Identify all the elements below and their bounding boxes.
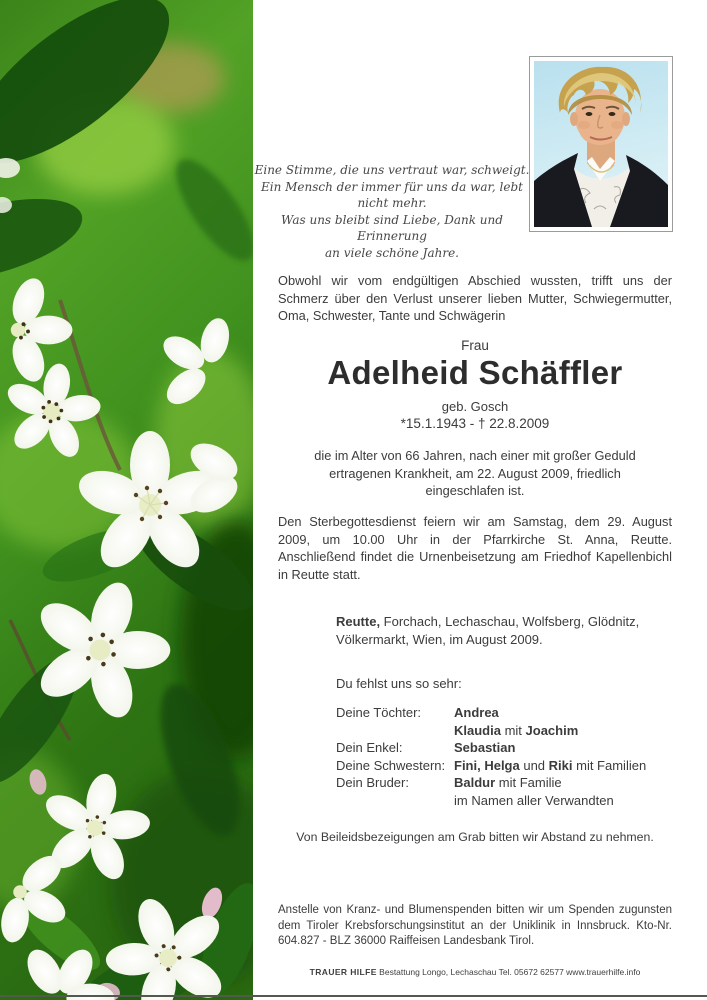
family-row [336, 704, 670, 722]
poem-line: Eine Stimme, die uns vertraut war, schweigt. [254, 163, 530, 177]
family-names: Sebastian [454, 740, 516, 756]
poem-line: Ein Mensch der immer für uns da war, lebt nicht mehr. [261, 179, 523, 210]
condolence-note: Von Beileidsbezeigungen am Grab bitten wir Abstand zu nehmen. [296, 830, 654, 844]
places-line [336, 613, 670, 648]
family-relation-label [336, 722, 454, 740]
family-names: Klaudia mit Joachim [454, 722, 579, 738]
family-relation-label: Dein Bruder: [336, 775, 409, 791]
family-row [336, 722, 670, 740]
places-rest: Forchach, Lechaschau, Wolfsberg, Glödnitz, Völkermarkt, Wien, im August 2009. [336, 614, 640, 647]
apple-blossom-image [0, 0, 253, 1000]
family-names: im Namen aller Verwandten [454, 792, 614, 808]
family-row [336, 792, 670, 810]
death-paragraph: die im Alter von 66 Jahren, nach einer mit großer Geduld ertragenen Krankheit, am 22. August 2009, friedlich eingeschlafen ist. [314, 448, 636, 498]
life-dates: *15.1.1943 - † 22.8.2009 [400, 416, 550, 431]
maiden-name: geb. Gosch [441, 399, 509, 414]
family-names: Baldur mit Familie [454, 775, 562, 791]
portrait-image [534, 61, 668, 227]
funeral-home-brand: TRAUER HILFE [309, 967, 377, 977]
poem-line: an viele schöne Jahre. [325, 245, 459, 260]
family-list [336, 704, 670, 810]
family-relation-label: Dein Enkel: [336, 740, 403, 756]
family-row [336, 774, 670, 792]
family-row [336, 739, 670, 757]
deceased-name: Adelheid Schäffler [327, 354, 623, 391]
family-names: Andrea [454, 705, 499, 720]
funeral-home-footer [278, 967, 672, 978]
poem-line: Was uns bleibt sind Liebe, Dank und Erinnerung [281, 212, 503, 243]
family-relation-label: Deine Töchter: [336, 705, 422, 720]
missing-line: Du fehlst uns so sehr: [336, 676, 462, 691]
places-main: Reutte, [336, 614, 381, 629]
intro-paragraph: Obwohl wir vom endgültigen Abschied wussten, trifft uns der Schmerz über den Verlust unserer lieben Mutter, Schwiegermutter, Oma, Schwester, Tante und Schwägerin [278, 273, 672, 323]
family-relation-label [336, 792, 454, 810]
family-names: Fini, Helga und Riki mit Familien [454, 757, 647, 773]
family-relation-label: Deine Schwestern: [336, 757, 446, 773]
funeral-home-info: Bestattung Longo, Lechaschau Tel. 05672 62577 www.trauerhilfe.info [379, 967, 641, 977]
donation-paragraph: Anstelle von Kranz- und Blumenspenden bitten wir um Spenden zugunsten dem Tiroler Krebsforschungsinstitut an der Uniklinik in Innsbruck. Kto-Nr. 604.827 - BLZ 36000 Raiffeisen Landesbank Tirol. [278, 904, 672, 948]
salutation: Frau [461, 338, 489, 353]
bottom-rule [0, 995, 707, 997]
portrait-photo [529, 56, 673, 232]
apple-blossom-illustration [0, 0, 253, 1000]
service-paragraph: Den Sterbegottesdienst feiern wir am Samstag, dem 29. August 2009, um 10.00 Uhr in der Pfarrkirche St. Anna, Reutte. Anschließend findet die Urnenbeisetzung am Friedhof Kapellenbichl in Reutte statt. [278, 514, 672, 582]
family-row [336, 757, 670, 775]
memorial-poem [252, 162, 532, 261]
